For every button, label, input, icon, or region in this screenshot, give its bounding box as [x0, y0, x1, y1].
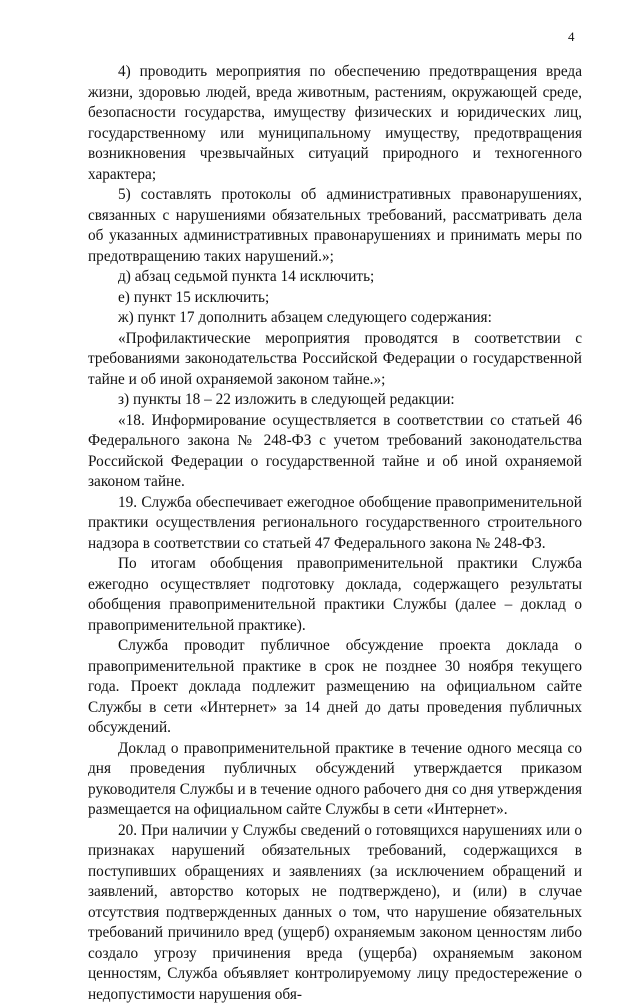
- paragraph-report-approval: Доклад о правоприменительной практике в течение одного месяца со дня проведения публичных обсуждений утверждается приказом руководителя Службы и в течение одного рабочего дня со дня утверждения размещается на официальном сайте Службы в сети «Интернет».: [88, 739, 582, 821]
- document-body: [88, 62, 582, 1005]
- paragraph-item-5: 5) составлять протоколы об административных правонарушениях, связанных с нарушениями обязательных требований, рассматривать дела об указанных административных правонарушениях и принимать меры по предотвращению таких нарушений.»;: [88, 185, 582, 267]
- paragraph-quote-prevention: «Профилактические мероприятия проводятся в соответствии с требованиями законодательства Российской Федерации о государственной тайне и об иной охраняемой законом тайне.»;: [88, 329, 582, 391]
- paragraph-report-preparation: По итогам обобщения правоприменительной практики Служба ежегодно осуществляет подготовку доклада, содержащего результаты обобщения правоприменительной практики Службы (далее – доклад о правоприменительной практике).: [88, 554, 582, 636]
- paragraph-clause-19: 19. Служба обеспечивает ежегодное обобщение правоприменительной практики осуществления регионального государственного строительного надзора в соответствии со статьей 47 Федерального закона № 248-ФЗ.: [88, 493, 582, 555]
- paragraph-item-4: 4) проводить мероприятия по обеспечению предотвращения вреда жизни, здоровью людей, вреда животным, растениям, окружающей среде, безопасности государства, имуществу физических и юридических лиц, государственному или муниципальному имуществу, предотвращения возникновения чрезвычайных ситуаций природного и техногенного характера;: [88, 62, 582, 185]
- paragraph-clause-18: «18. Информирование осуществляется в соответствии со статьей 46 Федерального закона № 248-ФЗ с учетом требований законодательства Российской Федерации о государственной тайне и об иной охраняемой законом тайне.: [88, 411, 582, 493]
- paragraph-public-discussion: Служба проводит публичное обсуждение проекта доклада о правоприменительной практике в срок не позднее 30 ноября текущего года. Проект доклада подлежит размещению на официальном сайте Службы в сети «Интернет» за 14 дней до даты проведения публичных обсуждений.: [88, 636, 582, 739]
- paragraph-subitem-zh: ж) пункт 17 дополнить абзацем следующего содержания:: [88, 308, 582, 329]
- paragraph-subitem-e: е) пункт 15 исключить;: [88, 288, 582, 309]
- paragraph-subitem-z: з) пункты 18 – 22 изложить в следующей редакции:: [88, 390, 582, 411]
- paragraph-subitem-d: д) абзац седьмой пункта 14 исключить;: [88, 267, 582, 288]
- paragraph-clause-20: 20. При наличии у Службы сведений о готовящихся нарушениях или о признаках нарушений обязательных требований, содержащихся в поступивших обращениях и заявлениях (за исключением обращений и заявлений, авторство которых не подтверждено), и (или) в случае отсутствия подтвержденных данных о том, что нарушение обязательных требований причинило вред (ущерб) охраняемым законом ценностям либо создало угрозу причинения вреда (ущерба) охраняемым законом ценностям, Служба объявляет контролируемому лицу предостережение о недопустимости нарушения обя-: [88, 821, 582, 1005]
- page-number: 4: [568, 29, 575, 45]
